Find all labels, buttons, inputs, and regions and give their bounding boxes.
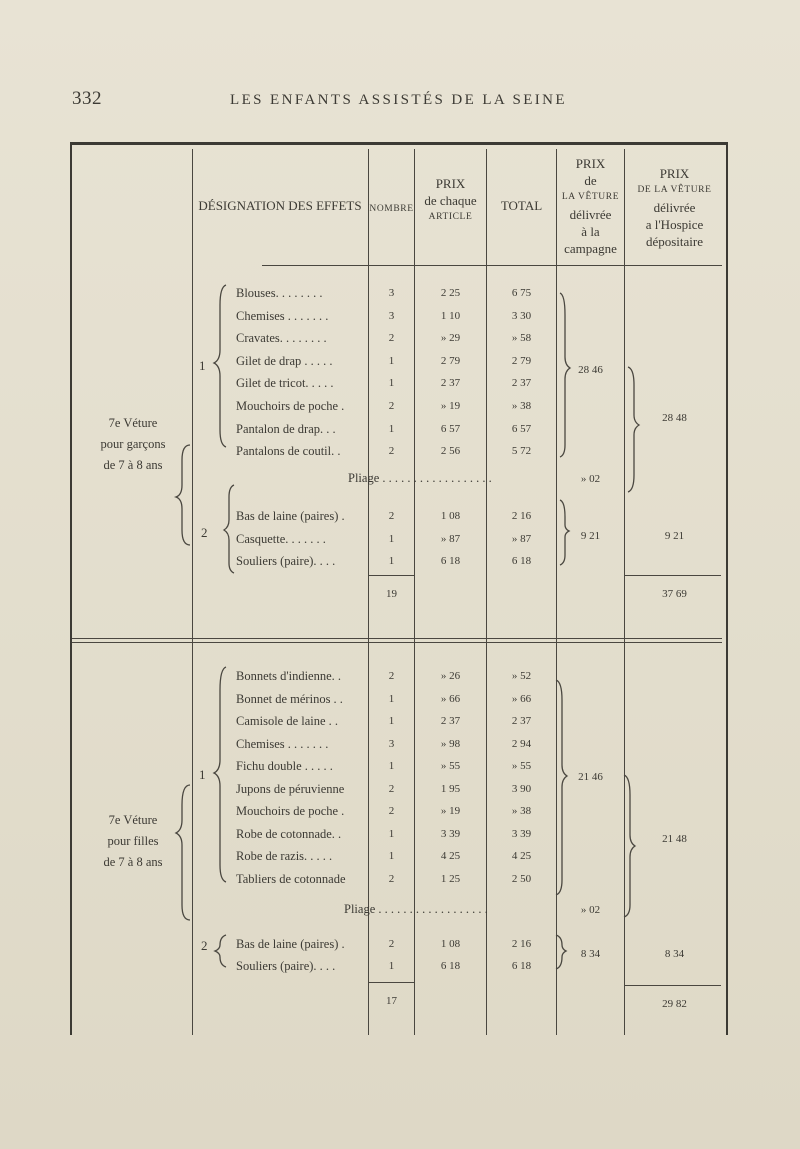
item-total: 2 94: [511, 737, 532, 750]
header-total: TOTAL: [500, 198, 543, 213]
girls-nombre-sum-rule: [368, 982, 414, 983]
boys-pliage-value: » 02: [580, 473, 601, 485]
item-nombre: 3: [388, 737, 395, 750]
item-label: Mouchoirs de poche .: [236, 804, 345, 818]
costume-table: [70, 142, 728, 1035]
header-campagne-line3: LA VÊTURE: [561, 192, 620, 202]
item-nombre: 2: [388, 782, 395, 795]
item-prix: 2 56: [440, 445, 461, 458]
item-prix: 6 57: [440, 422, 461, 435]
item-total: 6 18: [511, 555, 532, 568]
item-total: 6 75: [511, 287, 532, 299]
item-nombre: 1: [388, 692, 395, 705]
item-prix: » 29: [440, 332, 461, 345]
item-nombre: 1: [388, 377, 395, 390]
item-label: Blouses. . . . . . . .: [236, 286, 323, 300]
header-prix-line1: PRIX: [435, 176, 466, 191]
item-total: » 38: [511, 400, 532, 412]
running-head: LES ENFANTS ASSISTÉS DE LA SEINE: [230, 92, 567, 108]
item-nombre: 1: [388, 827, 395, 840]
item-label: Cravates. . . . . . . .: [236, 331, 327, 346]
item-nombre: 1: [388, 715, 395, 727]
item-label: Pantalon de drap. . .: [236, 421, 336, 436]
item-nombre: 2: [388, 805, 395, 817]
item-total: » 55: [511, 760, 532, 772]
item-nombre: 3: [388, 309, 395, 322]
item-nombre: 1: [388, 422, 395, 435]
item-total: » 52: [511, 670, 532, 682]
item-total: » 66: [511, 692, 532, 705]
header-hospice-line3: délivrée: [653, 200, 696, 215]
boys-group1-brace: [214, 285, 226, 447]
item-total: 2 50: [511, 872, 532, 885]
item-label: Robe de razis. . . . .: [236, 849, 333, 863]
girls-total-hospice: 29 82: [662, 998, 687, 1010]
item-nombre: 1: [388, 850, 395, 862]
girls-pliage-value: » 02: [580, 904, 601, 916]
item-nombre: 2: [388, 872, 395, 885]
boys-label-line1: 7e Véture: [108, 416, 158, 430]
boys-pliage-label: Pliage . . . . . . . . . . . . . . . . . .: [348, 471, 492, 485]
item-nombre: 3: [388, 287, 395, 299]
item-label: Bonnet de mérinos . .: [236, 691, 343, 706]
girls-group2-campagne: 8 34: [580, 948, 601, 960]
item-nombre: 2: [388, 332, 395, 345]
header-designation: DÉSIGNATION DES EFFETS: [198, 198, 362, 213]
item-nombre: 2: [388, 670, 395, 682]
header-hospice-line2: DE LA VÊTURE: [637, 185, 712, 195]
girls-label-line1: 7e Véture: [108, 813, 158, 827]
item-total: 2 16: [511, 510, 532, 522]
girls-group1-brace: [214, 667, 226, 882]
item-label: Bonnets d'indienne. .: [236, 669, 342, 683]
item-total: 3 39: [511, 827, 532, 840]
item-nombre: 1: [388, 354, 395, 367]
item-prix: 1 25: [440, 872, 461, 885]
boys-total-nombre: 19: [386, 588, 397, 600]
boys-hospice-main: 28 48: [662, 412, 687, 424]
item-prix: » 26: [440, 670, 461, 682]
item-label: Jupons de péruvienne: [236, 781, 345, 796]
boys-group2-hospice: 9 21: [664, 530, 685, 542]
item-total: 5 72: [511, 445, 532, 458]
item-prix: » 87: [440, 532, 461, 545]
girls-group1-marker: 1: [199, 767, 206, 782]
item-total: 4 25: [511, 850, 532, 862]
girls-label: [78, 810, 188, 873]
item-prix: 3 39: [440, 827, 461, 840]
item-prix: 6 18: [440, 960, 461, 972]
item-nombre: 2: [388, 400, 395, 412]
header-prix-line3: ARTICLE: [428, 212, 473, 222]
girls-hospice-main: 21 48: [662, 833, 687, 845]
item-label: Bas de laine (paires) .: [236, 509, 345, 523]
boys-hospice-sum-rule: [625, 575, 721, 576]
item-total: 2 16: [511, 938, 532, 950]
item-label: Gilet de drap . . . . .: [236, 353, 333, 368]
item-nombre: 2: [388, 445, 395, 458]
girls-total-nombre: 17: [386, 995, 397, 1007]
item-nombre: 1: [388, 960, 395, 972]
item-total: 6 18: [511, 960, 532, 972]
boys-hospice-brace: [628, 367, 639, 492]
item-label: Gilet de tricot. . . . .: [236, 376, 334, 391]
item-total: » 58: [511, 332, 532, 345]
girls-total-brace: [556, 680, 567, 895]
header-hospice-line4: a l'Hospice: [645, 217, 704, 232]
header-hospice-line1: PRIX: [659, 166, 690, 181]
item-label: Robe de cotonnade. .: [236, 826, 342, 841]
item-label: Camisole de laine . .: [236, 714, 339, 728]
girls-group2-marker: 2: [201, 938, 208, 953]
item-label: Fichu double . . . . .: [236, 759, 333, 773]
item-total: 3 30: [511, 309, 532, 322]
header-campagne-line1: PRIX: [575, 156, 606, 171]
header-campagne-line2: de: [584, 173, 597, 188]
item-label: Souliers (paire). . . .: [236, 959, 336, 973]
boys-label-line2: pour garçons: [100, 437, 166, 451]
item-prix: » 55: [440, 760, 461, 772]
item-prix: 1 95: [440, 782, 461, 795]
item-prix: » 98: [440, 737, 461, 750]
item-prix: » 19: [440, 400, 461, 412]
item-label: Pantalons de coutil. .: [236, 444, 341, 459]
item-nombre: 1: [388, 760, 395, 772]
item-nombre: 1: [388, 532, 395, 545]
item-prix: 2 37: [440, 715, 461, 727]
item-total: 6 57: [511, 422, 532, 435]
item-label: Chemises . . . . . . .: [236, 308, 329, 323]
girls-label-line3: de 7 à 8 ans: [103, 855, 163, 869]
girls-group2-brace: [215, 935, 226, 967]
boys-group2-campagne: 9 21: [580, 530, 601, 542]
item-prix: 6 18: [440, 555, 461, 568]
girls-hospice-brace: [624, 775, 635, 917]
item-label: Souliers (paire). . . .: [236, 554, 336, 569]
item-nombre: 2: [388, 510, 395, 522]
girls-group1-campagne: 21 46: [578, 771, 603, 783]
boys-group2-marker: 2: [201, 525, 208, 540]
page-number: 332: [72, 88, 102, 109]
item-nombre: 1: [388, 555, 395, 568]
boys-label-line3: de 7 à 8 ans: [103, 458, 163, 472]
header-campagne-line6: campagne: [564, 241, 617, 256]
item-prix: 2 25: [440, 287, 461, 299]
girls-pliage-label: Pliage . . . . . . . . . . . . . . . . . .: [344, 902, 488, 916]
item-total: 3 90: [511, 782, 532, 795]
boys-group1-marker: 1: [199, 358, 206, 373]
boys-group1-campagne: 28 46: [578, 364, 603, 376]
item-prix: » 19: [440, 805, 461, 817]
item-total: 2 79: [511, 354, 532, 367]
header-nombre: NOMBRE: [369, 204, 414, 214]
item-nombre: 2: [388, 938, 395, 950]
boys-group2-brace: [224, 485, 234, 573]
girls-label-line2: pour filles: [107, 834, 159, 848]
header-prix-line2: de chaque: [424, 193, 477, 208]
item-prix: 2 79: [440, 354, 461, 367]
item-total: » 87: [511, 532, 532, 545]
boys-big-brace: [176, 445, 190, 545]
girls-group2-hospice: 8 34: [664, 948, 685, 960]
item-prix: 1 10: [440, 309, 461, 322]
item-prix: 4 25: [440, 850, 461, 862]
boys-total-hospice: 37 69: [662, 588, 687, 600]
item-label: Chemises . . . . . . .: [236, 736, 329, 751]
header-campagne-line5: à la: [581, 224, 600, 239]
section-divider-bottom: [72, 642, 722, 643]
item-prix: » 66: [440, 692, 461, 705]
boys-nombre-sum-rule: [368, 575, 414, 576]
item-total: 2 37: [511, 377, 532, 390]
item-prix: 1 08: [440, 510, 461, 522]
item-label: Casquette. . . . . . .: [236, 531, 326, 546]
item-label: Tabliers de cotonnade: [236, 871, 346, 886]
item-prix: 1 08: [440, 938, 461, 950]
item-total: » 38: [511, 805, 532, 817]
item-prix: 2 37: [440, 377, 461, 390]
section-divider-top: [72, 638, 722, 639]
header-hospice-line5: dépositaire: [645, 234, 704, 249]
item-total: 2 37: [511, 715, 532, 727]
item-label: Mouchoirs de poche .: [236, 399, 345, 413]
header-campagne-line4: délivrée: [569, 207, 612, 222]
girls-hospice-sum-rule: [625, 985, 721, 986]
item-label: Bas de laine (paires) .: [236, 937, 345, 951]
